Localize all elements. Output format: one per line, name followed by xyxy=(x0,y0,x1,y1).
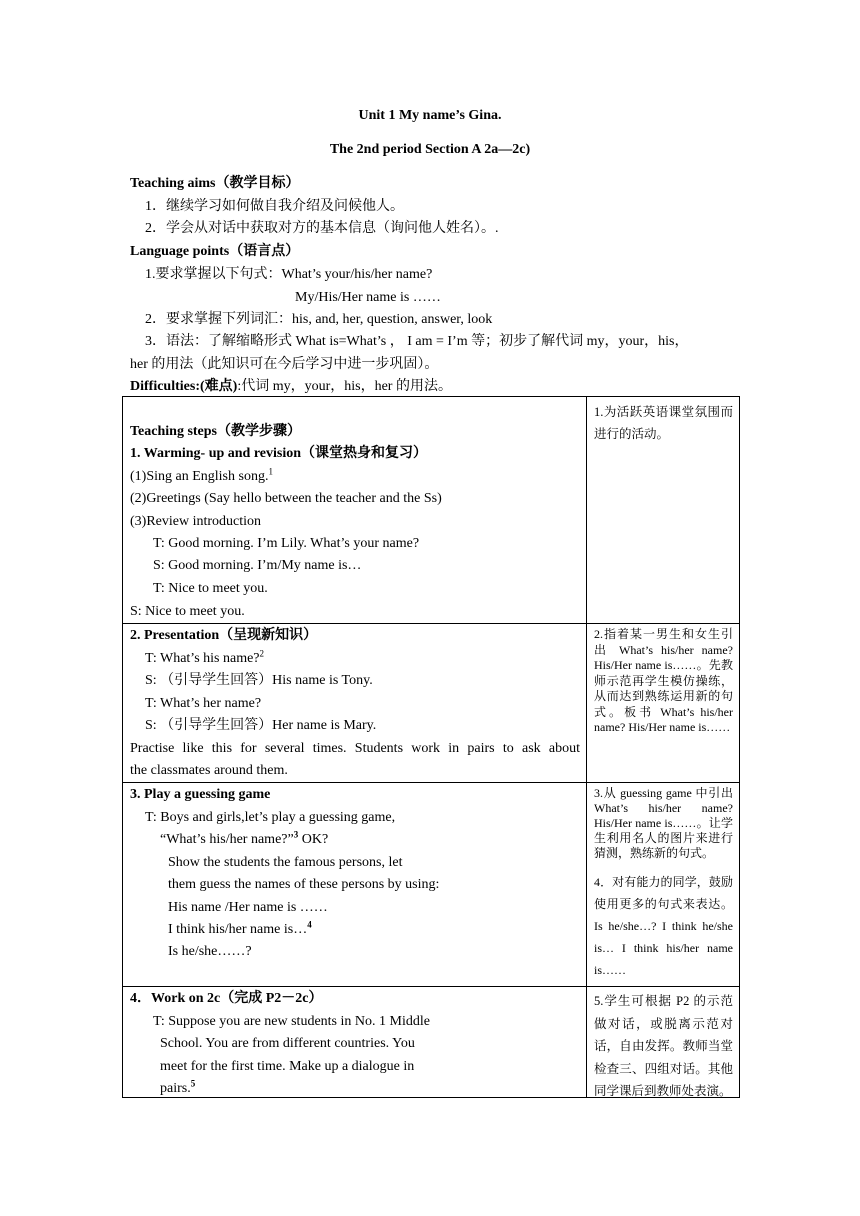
table-row xyxy=(123,624,740,783)
dialogue-line: T: Boys and girls,let’s play a guessing game, xyxy=(145,810,396,825)
warmup-line xyxy=(130,468,273,486)
step-cell-warmup xyxy=(123,397,587,624)
warmup-greetings: (2)Greetings (Say hello between the teacher and the Ss) xyxy=(130,491,442,506)
teaching-steps-table xyxy=(122,396,740,1098)
dialogue-line: T: Good morning. I’m Lily. What’s your name? xyxy=(153,536,420,551)
step-cell-game xyxy=(123,783,587,987)
instruction-text: pairs. xyxy=(160,1081,191,1096)
dialogue-line: S: （引导学生回答）His name is Tony. xyxy=(145,673,373,688)
footnote-marker: 3 xyxy=(293,829,299,840)
game-heading: 3. Play a guessing game xyxy=(130,787,271,802)
footnote-marker: 2 xyxy=(259,648,265,659)
pattern-text: I think his/her name is… xyxy=(168,922,308,937)
table-row xyxy=(123,987,740,1098)
teacher-note: 3.从 guessing game 中引出 What’s his/her name? His/Her name is……。让学生利用名人的图片来进行猜测，熟练新的句式。 xyxy=(594,786,733,860)
game-pattern: His name /Her name is …… xyxy=(168,900,328,915)
aims-item-2: 2．学会从对话中获取对方的基本信息（询问他人姓名）。. xyxy=(145,221,499,236)
aims-item-1: 1．继续学习如何做自我介绍及问候他人。 xyxy=(145,199,404,214)
difficulties-label: Difficulties:(难点) xyxy=(130,379,238,394)
practice-text: Practise like this for several times. Students work in pairs to ask about xyxy=(130,741,580,756)
table-row xyxy=(123,783,740,987)
game-instruction: Show the students the famous persons, let xyxy=(168,855,403,870)
dialogue-line xyxy=(145,650,264,668)
teacher-note: 1.为活跃英语课堂氛围而进行的活动。 xyxy=(594,405,733,441)
dialogue-line: T: Nice to meet you. xyxy=(153,581,268,596)
note-cell-3 xyxy=(587,783,740,987)
language-item-2: 2．要求掌握下列词汇：his, and, her, question, answer, look xyxy=(145,312,493,327)
presentation-heading: 2. Presentation（呈现新知识） xyxy=(130,628,318,643)
work-instruction: T: Suppose you are new students in No. 1 Middle xyxy=(153,1014,430,1029)
difficulties-line xyxy=(130,378,452,396)
footnote-marker: 1 xyxy=(268,466,273,477)
warmup-review: (3)Review introduction xyxy=(130,514,262,529)
work-instruction: meet for the first time. Make up a dialogue in xyxy=(160,1059,415,1074)
note-cell-4 xyxy=(587,987,740,1098)
language-heading: Language points（语言点） xyxy=(130,244,300,259)
dialogue-text: OK? xyxy=(298,832,329,847)
dialogue-text: “What’s his/her name?” xyxy=(160,832,294,847)
warmup-song: (1)Sing an English song. xyxy=(130,469,269,484)
note-cell-1 xyxy=(587,397,740,624)
document-subtitle: The 2nd period Section A 2a—2c) xyxy=(329,142,531,157)
note-cell-2 xyxy=(587,624,740,783)
dialogue-line: S: Good morning. I’m/My name is… xyxy=(153,558,362,573)
dialogue-text: T: What’s his name? xyxy=(145,651,260,666)
dialogue-line: S: Nice to meet you. xyxy=(130,604,245,619)
difficulties-text: :代词 my，your，his，her 的用法。 xyxy=(237,379,452,394)
step-cell-work xyxy=(123,987,587,1098)
warmup-heading: 1. Warming- up and revision（课堂热身和复习） xyxy=(130,446,428,461)
footnote-marker: 5 xyxy=(190,1078,196,1089)
document-title: Unit 1 My name’s Gina. xyxy=(358,108,502,123)
language-item-3b: her 的用法（此知识可在今后学习中进一步巩固）。 xyxy=(130,357,439,372)
game-pattern xyxy=(168,921,312,939)
dialogue-line: S: （引导学生回答）Her name is Mary. xyxy=(145,718,377,733)
dialogue-line: T: What’s her name? xyxy=(145,696,262,711)
step-cell-presentation xyxy=(123,624,587,783)
footnote-marker: 4 xyxy=(307,919,312,930)
dialogue-line xyxy=(160,831,328,849)
work-heading: 4．Work on 2c（完成 P2－2c） xyxy=(130,991,323,1006)
language-item-1b: My/His/Her name is …… xyxy=(295,290,441,305)
teacher-note: 4．对有能力的同学，鼓励使用更多的句式来表达。 Is he/she…? I think he/she is… I think his/her name is…… xyxy=(594,875,733,977)
teacher-note: 2.指着某一男生和女生引出 What’s his/her name? His/Her name is……。先教师示范再学生模仿操练，从而达到熟练运用新的句式。板书 What’s his/her name? His/Her name is…… xyxy=(594,627,733,734)
aims-heading: Teaching aims（教学目标） xyxy=(130,176,300,191)
game-pattern: Is he/she……? xyxy=(168,944,252,959)
work-instruction xyxy=(160,1080,195,1098)
language-item-3a: 3．语法：了解缩略形式 What is=What’s ， I am = I’m 等；初步了解代词 my，your，his， xyxy=(145,334,689,349)
teacher-note: 5.学生可根据 P2 的示范做对话，或脱离示范对话，自由发挥。教师当堂检查三、四组对话。其他同学课后到教师处表演。 xyxy=(594,994,733,1098)
work-instruction: School. You are from different countries. You xyxy=(160,1036,415,1051)
table-row xyxy=(123,397,740,624)
game-instruction: them guess the names of these persons by using: xyxy=(168,877,440,892)
teaching-steps-heading: Teaching steps（教学步骤） xyxy=(130,424,302,439)
practice-text-2: the classmates around them. xyxy=(130,763,288,778)
language-item-1a: 1.要求掌握以下句式：What’s your/his/her name? xyxy=(145,267,433,282)
